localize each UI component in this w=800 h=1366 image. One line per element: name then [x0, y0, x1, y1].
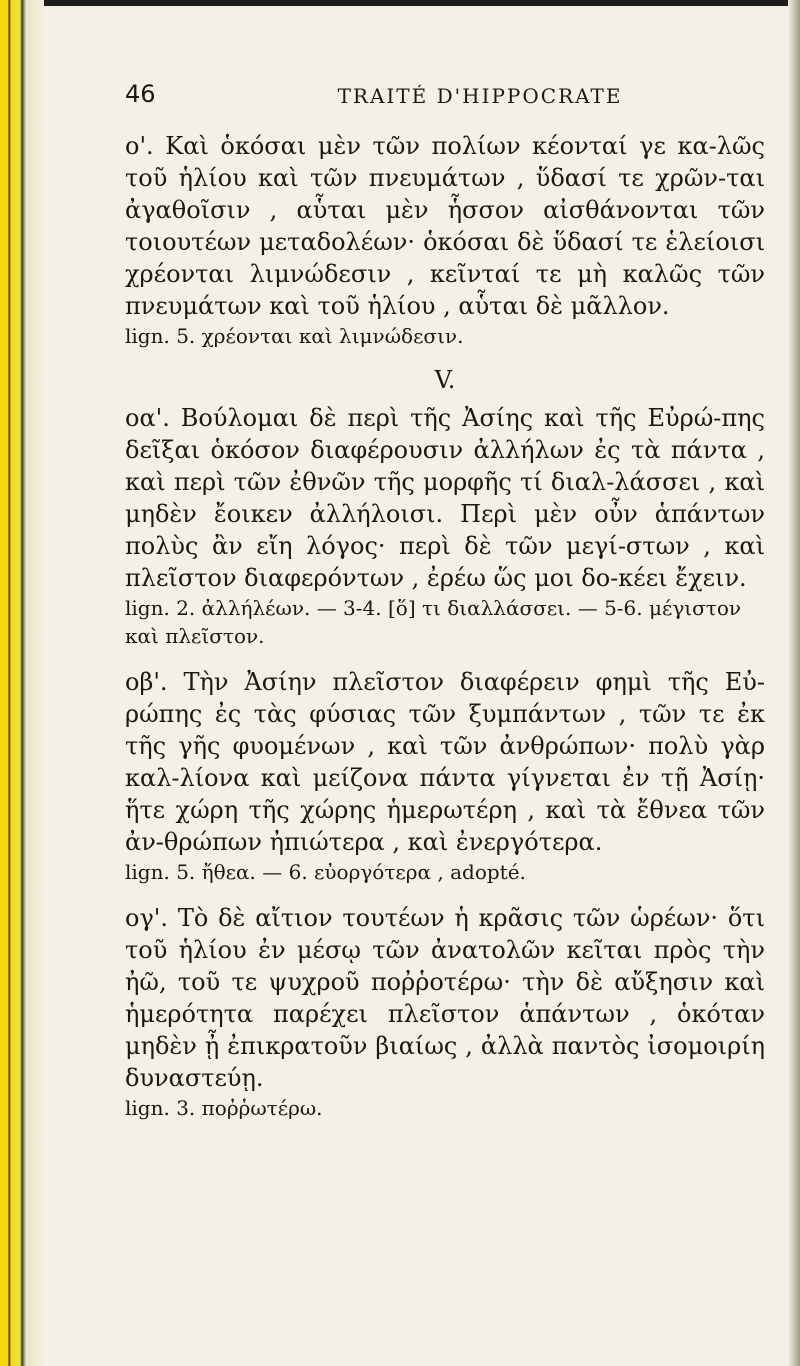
book-binding: [0, 0, 44, 1366]
line-note-1: lign. 5. χρέονται καὶ λιμνώδεσιν.: [125, 324, 464, 348]
page-number: 46: [125, 80, 156, 108]
page-body: [125, 80, 765, 1138]
top-page-edge: [44, 0, 800, 6]
right-page-edge: [788, 0, 800, 1366]
paragraph-72: οβ'. Τὴν Ἀσίην πλεῖστον διαφέρειν φημὶ τῆς Εὐ-ρώπης ἐς τὰς φύσιας τῶν ξυμπάντων , τῶν τε ἐκ τῆς γῆς φυομένων , καὶ τῶν ἀνθρώπων· πολὺ γὰρ καλ-λίονα καὶ μείζονα πάντα γίγνεται ἐν τῇ Ἀσίῃ· ἥτε χώρη τῆς χώρης ἡμερωτέρη , καὶ τὰ ἔθνεα τῶν ἀν-θρώπων ἠπιώτερα , καὶ ἐνεργότερα.: [125, 668, 765, 856]
line-note-2: lign. 2. ἀλλήλέων. — 3-4. [ὅ] τι διαλλάσσει. — 5-6. μέγιστον καὶ πλεῖστον.: [125, 596, 742, 648]
running-head-title: TRAITÉ D'HIPPOCRATE: [337, 84, 623, 108]
paragraph-73: ογ'. Τὸ δὲ αἴτιον τουτέων ἡ κρᾶσις τῶν ὡρέων· ὅτι τοῦ ἡλίου ἐν μέσῳ τῶν ἀνατολῶν κεῖται πρὸς τὴν ἠῶ, τοῦ τε ψυχροῦ ποῤῥοτέρω· τὴν δὲ αὔξησιν καὶ ἡμερότητα παρέχει πλεῖστον ἁπάντων , ὁκόταν μηδὲν ᾖ ἐπικρατοῦν βιαίως , ἀλλὰ παντὸς ἰσομοιρίη δυναστεύῃ.: [125, 904, 765, 1092]
paragraph-71: οα'. Βούλομαι δὲ περὶ τῆς Ἀσίης καὶ τῆς Εὐρώ-πης δεῖξαι ὁκόσον διαφέρουσιν ἀλλήλων ἐς τὰ πάντα , καὶ περὶ τῶν ἐθνῶν τῆς μορφῆς τί διαλ-λάσσει , καὶ μηδὲν ἔοικεν ἀλλήλοισι. Περὶ μὲν οὖν ἁπάντων πολὺς ἂν εἴη λόγος· περὶ δὲ τῶν μεγί-στων , καὶ πλεῖστον διαφερόντων , ἐρέω ὥς μοι δο-κέει ἔχειν.: [125, 404, 765, 592]
line-note-3: lign. 5. ἤθεα. — 6. εὐοργότερα , adopté.: [125, 860, 526, 884]
running-header: [125, 80, 765, 120]
section-heading: V.: [434, 366, 456, 394]
line-note-4: lign. 3. ποῤῥωτέρω.: [125, 1096, 323, 1120]
paragraph-omicron: ο'. Καὶ ὁκόσαι μὲν τῶν πολίων κέονταί γε κα-λῶς τοῦ ἡλίου καὶ τῶν πνευμάτων , ὕδασί τε χρῶν-ται ἀγαθοῖσιν , αὗται μὲν ἧσσον αἰσθάνονται τῶν τοιουτέων μεταδολέων· ὁκόσαι δὲ ὕδασί τε ἑλείοισι χρέονται λιμνώδεσιν , κεῖνταί τε μὴ καλῶς τῶν πνευμάτων καὶ τοῦ ἡλίου , αὗται δὲ μᾶλλον.: [125, 132, 765, 320]
